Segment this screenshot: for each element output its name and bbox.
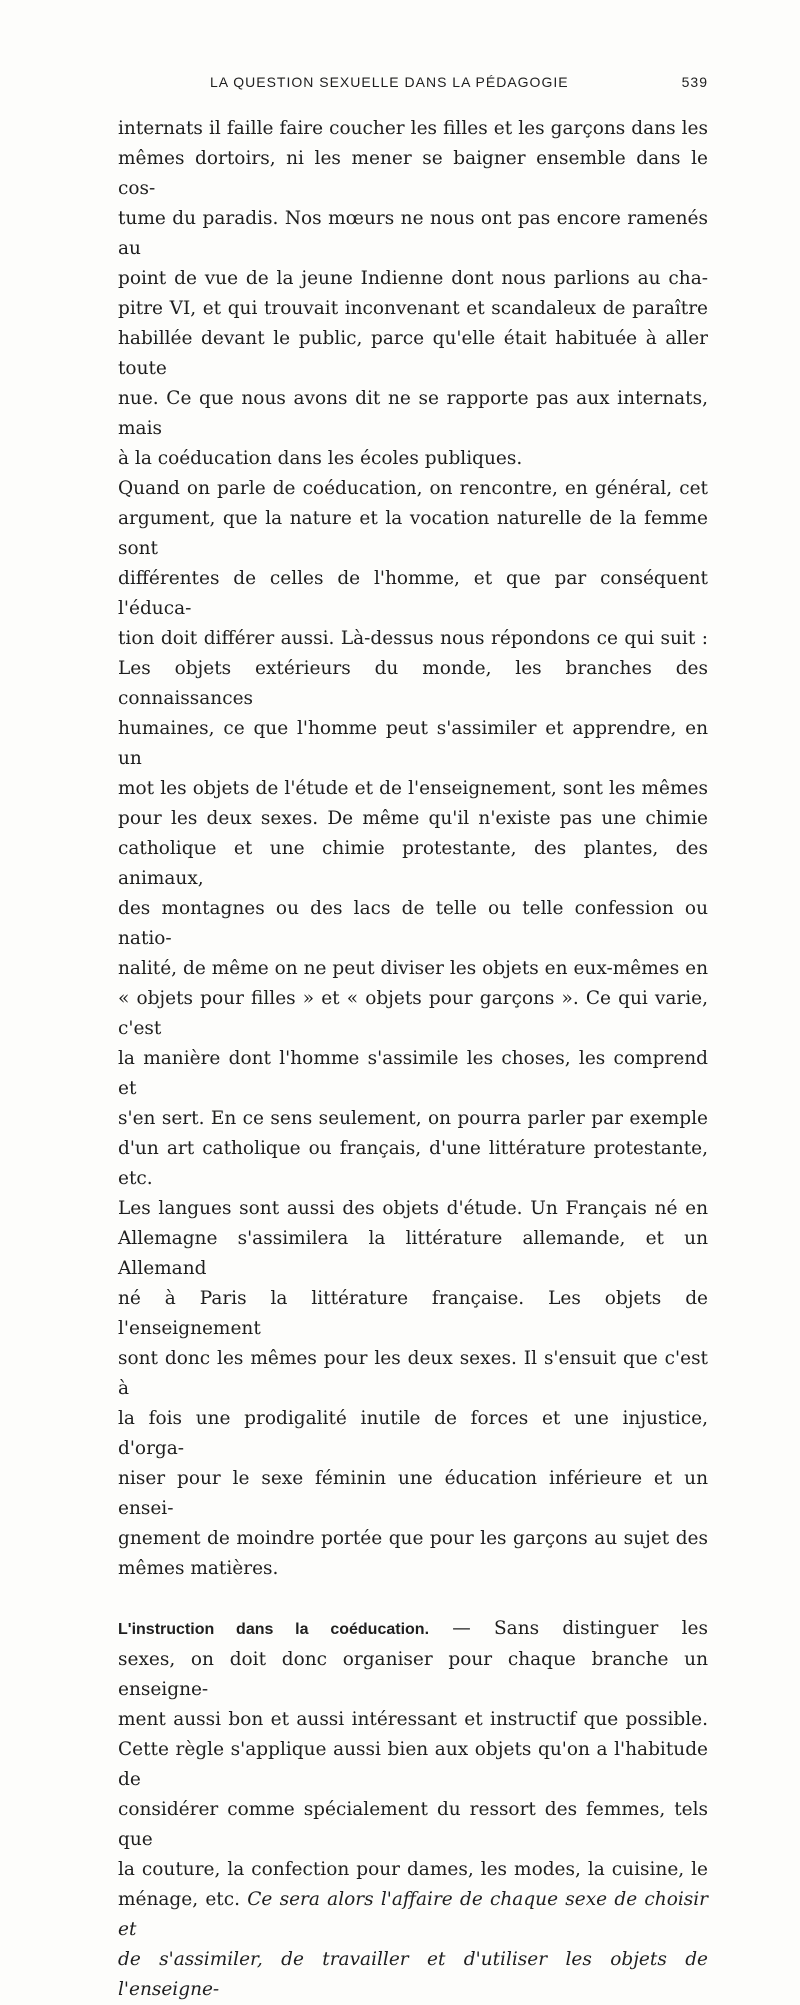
text-line: pour les deux sexes. De même qu'il n'existe pas une chimie bbox=[118, 808, 708, 829]
running-title: LA QUESTION SEXUELLE DANS LA PÉDAGOGIE bbox=[210, 74, 569, 90]
running-header bbox=[118, 74, 708, 90]
text-line: la couture, la confection pour dames, les modes, la cuisine, le bbox=[118, 1859, 708, 1880]
italic-text: Ce sera alors l'affaire de chaque sexe de choisir et bbox=[118, 1889, 709, 1940]
menage-text: ménage, etc. bbox=[118, 1889, 248, 1910]
text-line: « objets pour filles » et « objets pour garçons ». Ce qui varie, c'est bbox=[118, 988, 708, 1039]
text-line: mêmes dortoirs, ni les mener se baigner ensemble dans le cos- bbox=[118, 148, 708, 199]
text-line: argument, que la nature et la vocation naturelle de la femme sont bbox=[118, 508, 708, 559]
text-line: habillée devant le public, parce qu'elle était habituée à aller toute bbox=[118, 328, 708, 379]
text-line: à la coéducation dans les écoles publiques. bbox=[118, 448, 523, 469]
text-line: Cette règle s'applique aussi bien aux objets qu'on a l'habitude de bbox=[118, 1739, 708, 1790]
text-line bbox=[118, 1885, 708, 1945]
text-line: humaines, ce que l'homme peut s'assimiler et apprendre, en un bbox=[118, 718, 708, 769]
text-line: la manière dont l'homme s'assimile les choses, les comprend et bbox=[118, 1048, 708, 1099]
text-line: des montagnes ou des lacs de telle ou telle confession ou natio- bbox=[118, 898, 708, 949]
text-line: niser pour le sexe féminin une éducation inférieure et un ensei- bbox=[118, 1468, 708, 1519]
paragraph-2 bbox=[118, 474, 708, 1584]
text-line: catholique et une chimie protestante, des plantes, des animaux, bbox=[118, 838, 708, 889]
text-line: différentes de celles de l'homme, et que par conséquent l'éduca- bbox=[118, 568, 708, 619]
section-first-line bbox=[118, 1614, 708, 1645]
section-instruction bbox=[118, 1614, 708, 2005]
text-line: point de vue de la jeune Indienne dont nous parlions au cha- bbox=[118, 268, 708, 289]
heading-continuation: — Sans distinguer les bbox=[429, 1618, 708, 1639]
text-line: mot les objets de l'étude et de l'enseignement, sont les mêmes bbox=[118, 778, 708, 799]
text-line: d'un art catholique ou français, d'une littérature protestante, etc. bbox=[118, 1138, 708, 1189]
text-line: s'en sert. En ce sens seulement, on pourra parler par exemple bbox=[118, 1108, 708, 1129]
text-line: considérer comme spécialement du ressort des femmes, tels que bbox=[118, 1799, 708, 1850]
text-line: tume du paradis. Nos mœurs ne nous ont pas encore ramenés au bbox=[118, 208, 708, 259]
text-line: tion doit différer aussi. Là-dessus nous répondons ce qui suit : bbox=[118, 628, 708, 649]
text-line: Les langues sont aussi des objets d'étude. Un Français né en bbox=[118, 1198, 708, 1219]
text-line: Les objets extérieurs du monde, les branches des connaissances bbox=[118, 658, 708, 709]
text-line: né à Paris la littérature française. Les objets de l'enseignement bbox=[118, 1288, 708, 1339]
text-line: nalité, de même on ne peut diviser les objets en eux-mêmes en bbox=[118, 958, 708, 979]
text-line: la fois une prodigalité inutile de forces et une injustice, d'orga- bbox=[118, 1408, 708, 1459]
text-line: gnement de moindre portée que pour les garçons au sujet des bbox=[118, 1528, 708, 1549]
text-line: ment aussi bon et aussi intéressant et instructif que possible. bbox=[118, 1709, 708, 1730]
text-line: pitre VI, et qui trouvait inconvenant et scandaleux de paraître bbox=[118, 298, 708, 319]
section-spacer bbox=[118, 1584, 708, 1614]
text-line: sexes, on doit donc organiser pour chaque branche un enseigne- bbox=[118, 1649, 708, 1700]
text-line: sont donc les mêmes pour les deux sexes. Il s'ensuit que c'est à bbox=[118, 1348, 708, 1399]
section-heading: L'instruction dans la coéducation. bbox=[118, 1621, 430, 1638]
text-line: Allemagne s'assimilera la littérature allemande, et un Allemand bbox=[118, 1228, 708, 1279]
text-line: internats il faille faire coucher les filles et les garçons dans les bbox=[118, 118, 708, 139]
body-text bbox=[118, 114, 708, 2005]
paragraph-1 bbox=[118, 114, 708, 474]
text-line: mêmes matières. bbox=[118, 1558, 279, 1579]
text-line: nue. Ce que nous avons dit ne se rapporte pas aux internats, mais bbox=[118, 388, 708, 439]
text-line: Quand on parle de coéducation, on rencontre, en général, cet bbox=[118, 478, 708, 499]
italic-line: de s'assimiler, de travailler et d'utiliser les objets de l'enseigne- bbox=[118, 1949, 708, 2000]
page-number: 539 bbox=[681, 74, 708, 90]
